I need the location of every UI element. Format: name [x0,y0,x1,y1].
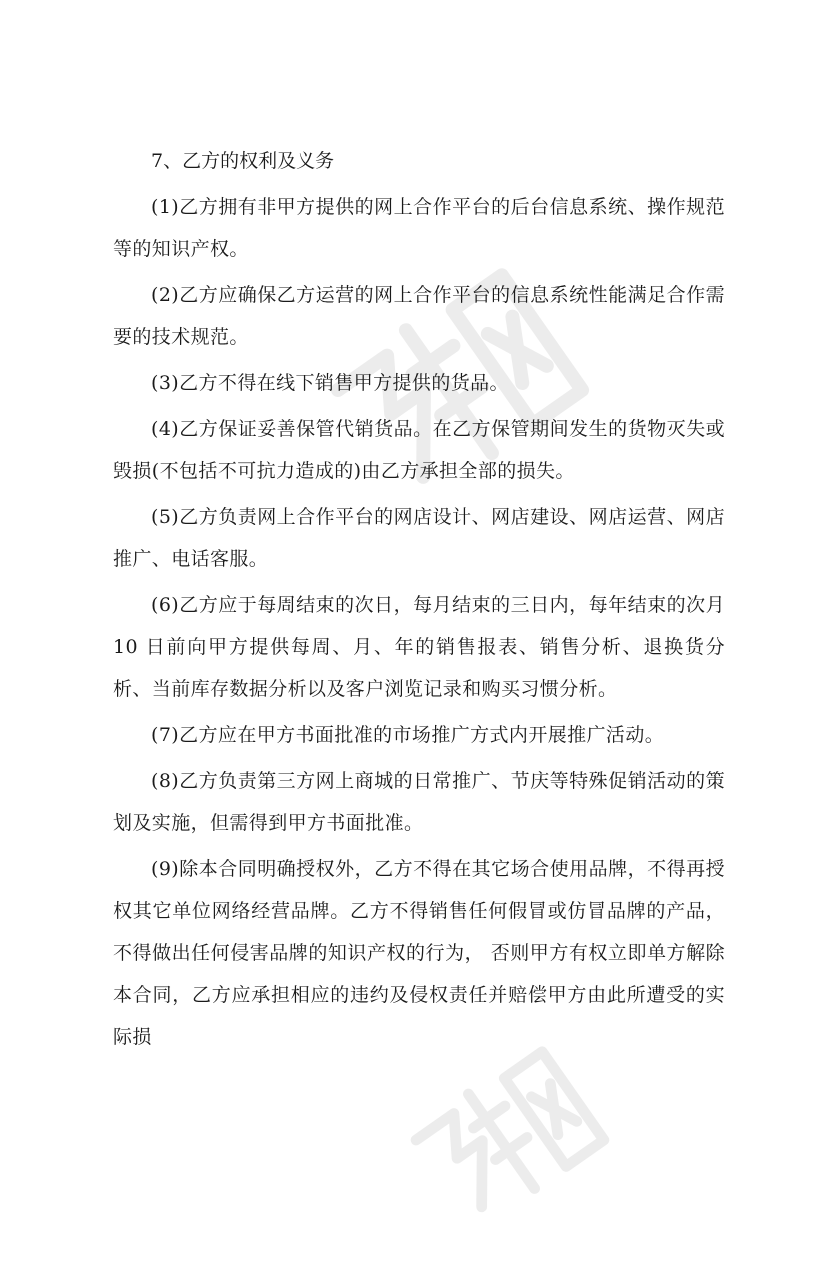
paragraph-8: (8)乙方负责第三方网上商城的日常推广、节庆等特殊促销活动的策划及实施，但需得到甲方书面批准。 [113,770,725,834]
paragraph-7: (7)乙方应在甲方书面批准的市场推广方式内开展推广活动。 [151,724,665,746]
paragraph-4: (4)乙方保证妥善保管代销货品。在乙方保管期间发生的货物灭失或毁损(不包括不可抗力造成的)由乙方承担全部的损失。 [113,418,725,482]
document-body [113,140,725,1062]
section-heading: 7、乙方的权利及义务 [151,150,335,172]
paragraph-2: (2)乙方应确保乙方运营的网上合作平台的信息系统性能满足合作需要的技术规范。 [113,284,725,348]
paragraph-9: (9)除本合同明确授权外，乙方不得在其它场合使用品牌，不得再授权其它单位网络经营品牌。乙方不得销售任何假冒或仿冒品牌的产品，不得做出任何侵害品牌的知识产权的行为， 否则甲方有权立即单方解除本合同，乙方应承担相应的违约及侵权责任并赔偿甲方由此所遭受的实际损 [113,858,725,1048]
paragraph-5: (5)乙方负责网上合作平台的网店设计、网店建设、网店运营、网店推广、电话客服。 [113,506,725,570]
paragraph-3: (3)乙方不得在线下销售甲方提供的货品。 [151,372,509,394]
paragraph-6: (6)乙方应于每周结束的次日，每月结束的三日内，每年结束的次月 10 日前向甲方提供每周、月、年的销售报表、销售分析、退换货分析、当前库存数据分析以及客户浏览记录和购买习惯分析。 [113,594,725,700]
paragraph-1: (1)乙方拥有非甲方提供的网上合作平台的后台信息系统、操作规范等的知识产权。 [113,196,725,260]
